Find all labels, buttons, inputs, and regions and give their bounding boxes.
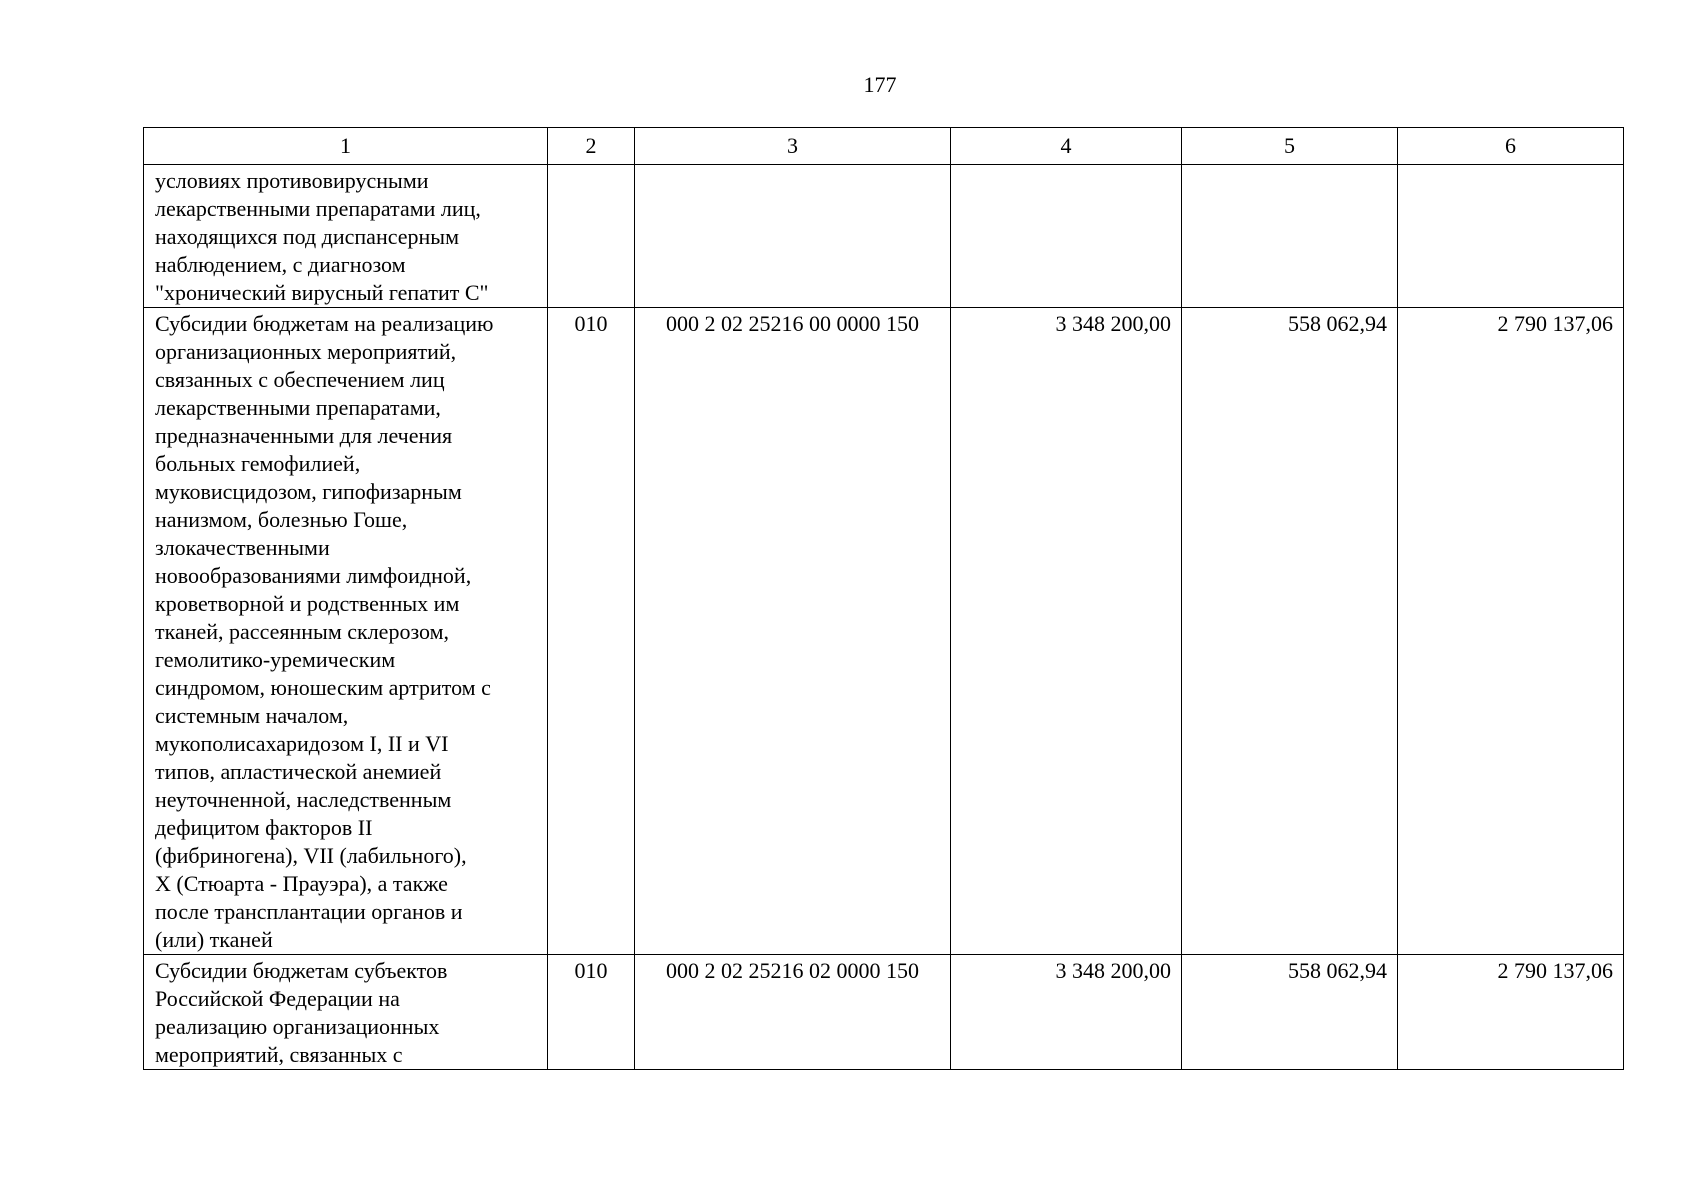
data-table — [143, 127, 1624, 1070]
column-header-3: 3 — [635, 128, 951, 165]
column-header-4: 4 — [951, 128, 1182, 165]
row-col4-cell: 3 348 200,00 — [951, 308, 1182, 955]
row-name-line: "хронический вирусный гепатит С" — [155, 280, 489, 305]
row-name-line: типов, апластической анемией — [155, 759, 442, 784]
row-code-cell: 010 — [548, 955, 635, 1070]
table-row — [144, 955, 1624, 1070]
page-number: 177 — [863, 72, 897, 97]
row-name-line: (фибриногена), VII (лабильного), — [155, 843, 467, 868]
row-name-line: синдромом, юношеским артритом с — [155, 675, 491, 700]
row-name-line: условиях противовирусными — [155, 168, 429, 193]
row-col5-cell: 558 062,94 — [1182, 308, 1398, 955]
row-name-line: дефицитом факторов II — [155, 815, 373, 840]
row-name-line: нанизмом, болезнью Гоше, — [155, 507, 408, 532]
row-name-line: тканей, рассеянным склерозом, — [155, 619, 450, 644]
row-name-line: лекарственными препаратами, — [155, 395, 441, 420]
column-header-2: 2 — [548, 128, 635, 165]
row-kbk-cell — [635, 165, 951, 308]
table-row — [144, 165, 1624, 308]
row-name-line: реализацию организационных — [155, 1014, 440, 1039]
row-name-line: (или) тканей — [155, 927, 273, 952]
row-name-line: кроветворной и родственных им — [155, 591, 460, 616]
row-col4-cell: 3 348 200,00 — [951, 955, 1182, 1070]
row-name-line: неуточненной, наследственным — [155, 787, 452, 812]
row-name-line: злокачественными — [155, 535, 330, 560]
row-name-line: новообразованиями лимфоидной, — [155, 563, 472, 588]
row-col6-cell — [1398, 165, 1624, 308]
row-col4-cell — [951, 165, 1182, 308]
row-name-line: муковисцидозом, гипофизарным — [155, 479, 462, 504]
row-name-line: больных гемофилией, — [155, 451, 361, 476]
row-col5-cell: 558 062,94 — [1182, 955, 1398, 1070]
row-name-line: Российской Федерации на — [155, 986, 400, 1011]
row-kbk-cell: 000 2 02 25216 02 0000 150 — [635, 955, 951, 1070]
row-name-line: лекарственными препаратами лиц, — [155, 196, 481, 221]
row-name-line: X (Стюарта - Прауэра), а также — [155, 871, 448, 896]
row-name-line: мероприятий, связанных с — [155, 1042, 403, 1067]
row-name-line: Субсидии бюджетам субъектов — [155, 958, 448, 983]
row-col6-cell: 2 790 137,06 — [1398, 308, 1624, 955]
column-header-6: 6 — [1398, 128, 1624, 165]
row-col5-cell — [1182, 165, 1398, 308]
row-name-line: организационных мероприятий, — [155, 339, 457, 364]
row-name-line: мукополисахаридозом I, II и VI — [155, 731, 449, 756]
row-name-line: после трансплантации органов и — [155, 899, 463, 924]
row-name-line: Субсидии бюджетам на реализацию — [155, 311, 494, 336]
row-name-cell — [144, 165, 548, 308]
row-name-line: находящихся под диспансерным — [155, 224, 459, 249]
column-header-5: 5 — [1182, 128, 1398, 165]
row-name-cell — [144, 308, 548, 955]
row-kbk-cell: 000 2 02 25216 00 0000 150 — [635, 308, 951, 955]
row-code-cell: 010 — [548, 308, 635, 955]
row-name-line: системным началом, — [155, 703, 349, 728]
row-name-line: предназначенными для лечения — [155, 423, 453, 448]
table-header-row — [144, 128, 1624, 165]
table-body — [144, 165, 1624, 1070]
row-name-line: гемолитико-уремическим — [155, 647, 396, 672]
row-name-line: наблюдением, с диагнозом — [155, 252, 406, 277]
row-code-cell — [548, 165, 635, 308]
row-name-cell — [144, 955, 548, 1070]
row-name-line: связанных с обеспечением лиц — [155, 367, 445, 392]
row-col6-cell: 2 790 137,06 — [1398, 955, 1624, 1070]
column-header-1: 1 — [144, 128, 548, 165]
table-row — [144, 308, 1624, 955]
